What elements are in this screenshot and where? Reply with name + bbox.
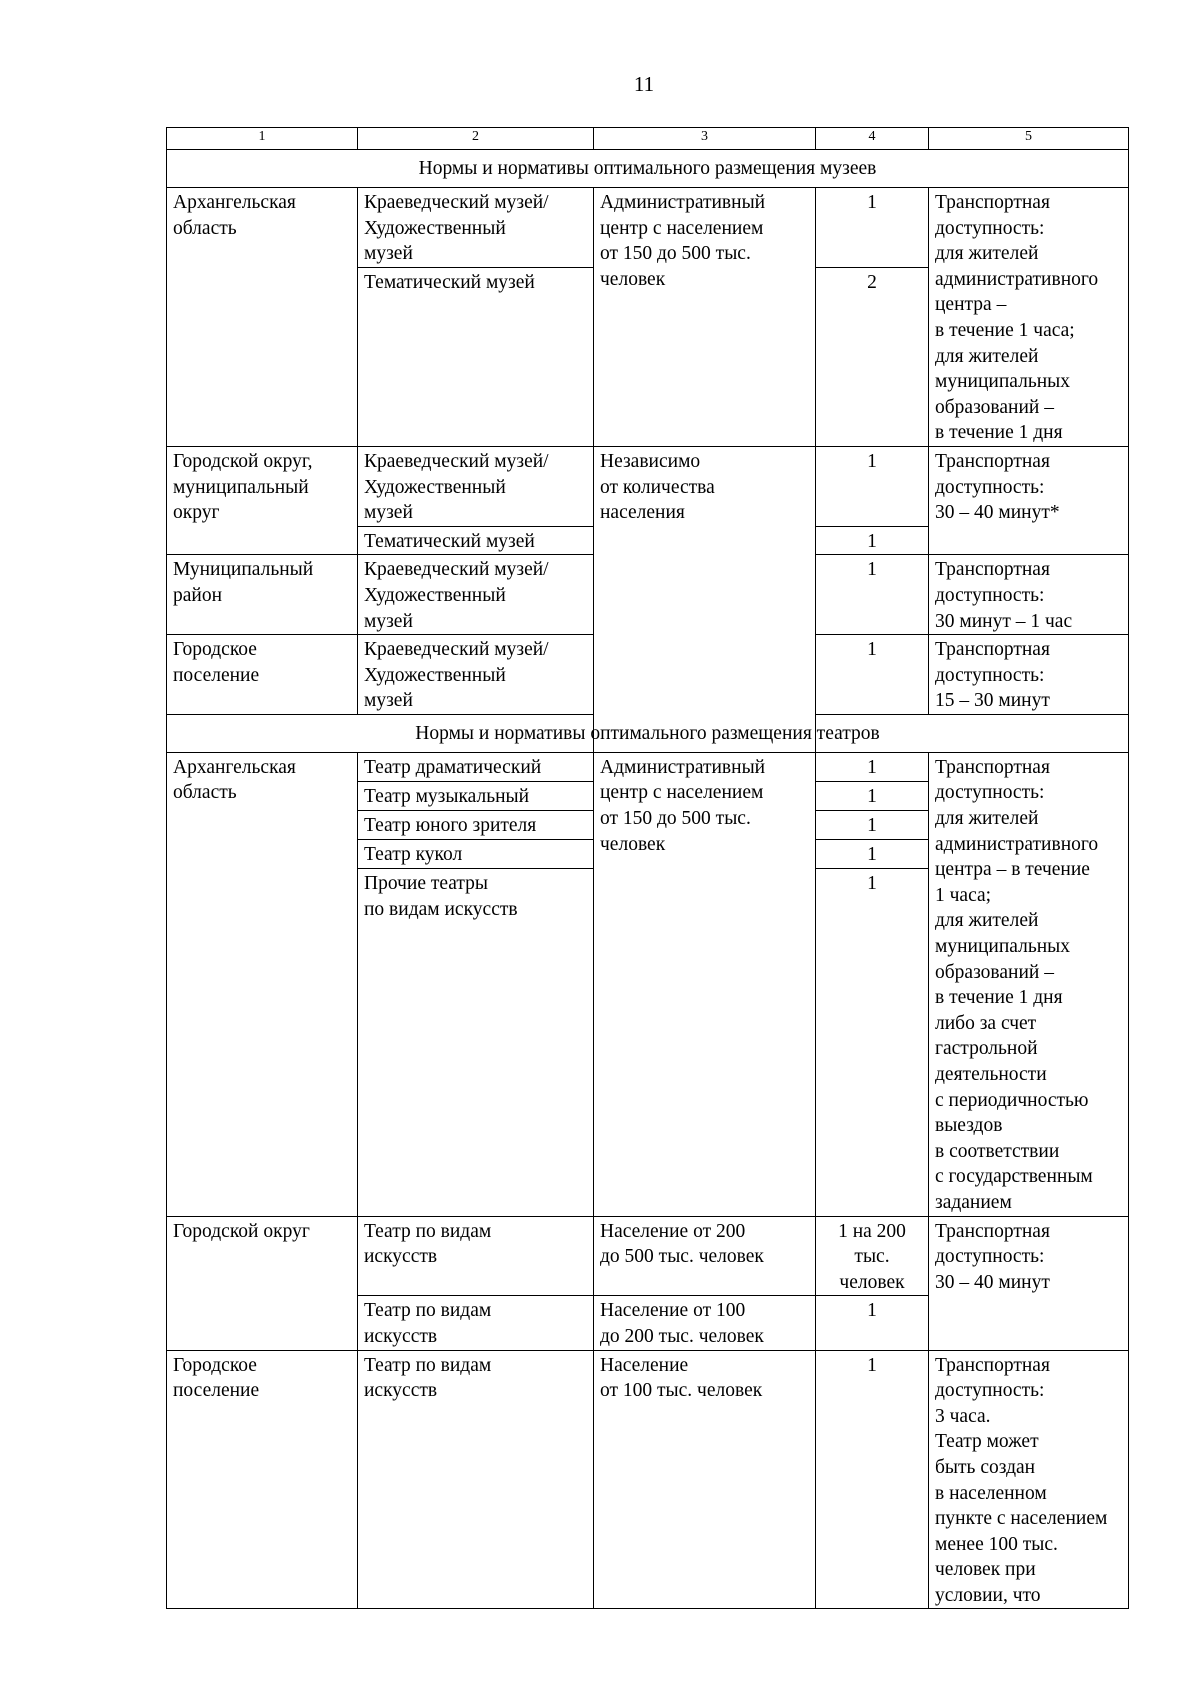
count-cell: 1 <box>816 188 929 268</box>
table-row <box>167 1216 1129 1296</box>
section-header-row <box>167 714 1129 752</box>
territory-cell: Муниципальный район <box>167 555 358 635</box>
condition-cell: Население от 200 до 500 тыс. человек <box>594 1216 816 1296</box>
column-number: 4 <box>816 128 929 150</box>
count-cell: 2 <box>816 268 929 447</box>
territory-cell: Архангельская область <box>167 188 358 447</box>
museum-type-cell: Краеведческий музей/ Художественный музей <box>358 446 594 526</box>
condition-cell: Население от 100 до 200 тыс. человек <box>594 1296 816 1350</box>
theatre-type-cell: Театр по видам искусств <box>358 1350 594 1609</box>
count-cell: 1 <box>816 446 929 526</box>
column-number: 2 <box>358 128 594 150</box>
table-row <box>167 446 1129 526</box>
column-number: 3 <box>594 128 816 150</box>
count-cell: 1 на 200 тыс. человек <box>816 1216 929 1296</box>
museum-type-cell: Краеведческий музей/ Художественный музей <box>358 555 594 635</box>
section-title-theatres: Нормы и нормативы оптимального размещения театров <box>167 714 1129 752</box>
table-row <box>167 188 1129 268</box>
accessibility-cell: Транспортная доступность: 15 – 30 минут <box>929 635 1129 715</box>
territory-cell: Городской округ, муниципальный округ <box>167 446 358 554</box>
count-cell: 1 <box>816 526 929 555</box>
theatre-type-cell: Театр по видам искусств <box>358 1216 594 1296</box>
count-cell: 1 <box>816 869 929 1217</box>
count-cell: 1 <box>816 840 929 869</box>
theatre-type-cell: Театр драматический <box>358 752 594 781</box>
count-cell: 1 <box>816 635 929 715</box>
territory-cell: Городское поселение <box>167 1350 358 1609</box>
condition-cell: Административный центр с населением от 150 до 500 тыс. человек <box>594 752 816 1216</box>
page-number: 11 <box>633 72 655 96</box>
accessibility-cell: Транспортная доступность: для жителей административного центра – в течение 1 часа; для жителей муниципальных образований – в течение 1 дня <box>929 188 1129 447</box>
count-cell: 1 <box>816 555 929 635</box>
section-title-museums: Нормы и нормативы оптимального размещения музеев <box>167 150 1129 188</box>
accessibility-cell: Транспортная доступность: 30 – 40 минут <box>929 1216 1129 1350</box>
accessibility-cell: Транспортная доступность: для жителей административного центра – в течение 1 часа; для жителей муниципальных образований – в течение 1 дня либо за счет гастрольной деятельности с периодичностью выездов в соответствии с государственным заданием <box>929 752 1129 1216</box>
theatre-type-cell: Театр музыкальный <box>358 781 594 810</box>
territory-cell: Городской округ <box>167 1216 358 1350</box>
territory-cell: Архангельская область <box>167 752 358 1216</box>
table-row <box>167 752 1129 781</box>
accessibility-cell: Транспортная доступность: 30 минут – 1 час <box>929 555 1129 635</box>
count-cell: 1 <box>816 781 929 810</box>
museum-type-cell: Тематический музей <box>358 268 594 447</box>
theatre-type-cell: Театр юного зрителя <box>358 810 594 839</box>
theatre-type-cell: Прочие театры по видам искусств <box>358 869 594 1217</box>
section-header-row <box>167 150 1129 188</box>
theatre-type-cell: Театр по видам искусств <box>358 1296 594 1350</box>
museum-type-cell: Краеведческий музей/ Художественный музей <box>358 635 594 715</box>
column-number: 1 <box>167 128 358 150</box>
table-row <box>167 1350 1129 1609</box>
count-cell: 1 <box>816 1350 929 1609</box>
territory-cell: Городское поселение <box>167 635 358 715</box>
accessibility-cell: Транспортная доступность: 3 часа. Театр может быть создан в населенном пункте с населением менее 100 тыс. человек при условии, что <box>929 1350 1129 1609</box>
museum-type-cell: Тематический музей <box>358 526 594 555</box>
column-number-row <box>167 128 1129 150</box>
condition-cell: Независимо от количества населения <box>594 446 816 752</box>
norms-table <box>166 127 1129 1609</box>
condition-cell: Население от 100 тыс. человек <box>594 1350 816 1609</box>
count-cell: 1 <box>816 752 929 781</box>
count-cell: 1 <box>816 1296 929 1350</box>
museum-type-cell: Краеведческий музей/ Художественный музей <box>358 188 594 268</box>
count-cell: 1 <box>816 810 929 839</box>
condition-cell: Административный центр с населением от 150 до 500 тыс. человек <box>594 188 816 447</box>
theatre-type-cell: Театр кукол <box>358 840 594 869</box>
accessibility-cell: Транспортная доступность: 30 – 40 минут* <box>929 446 1129 554</box>
column-number: 5 <box>929 128 1129 150</box>
